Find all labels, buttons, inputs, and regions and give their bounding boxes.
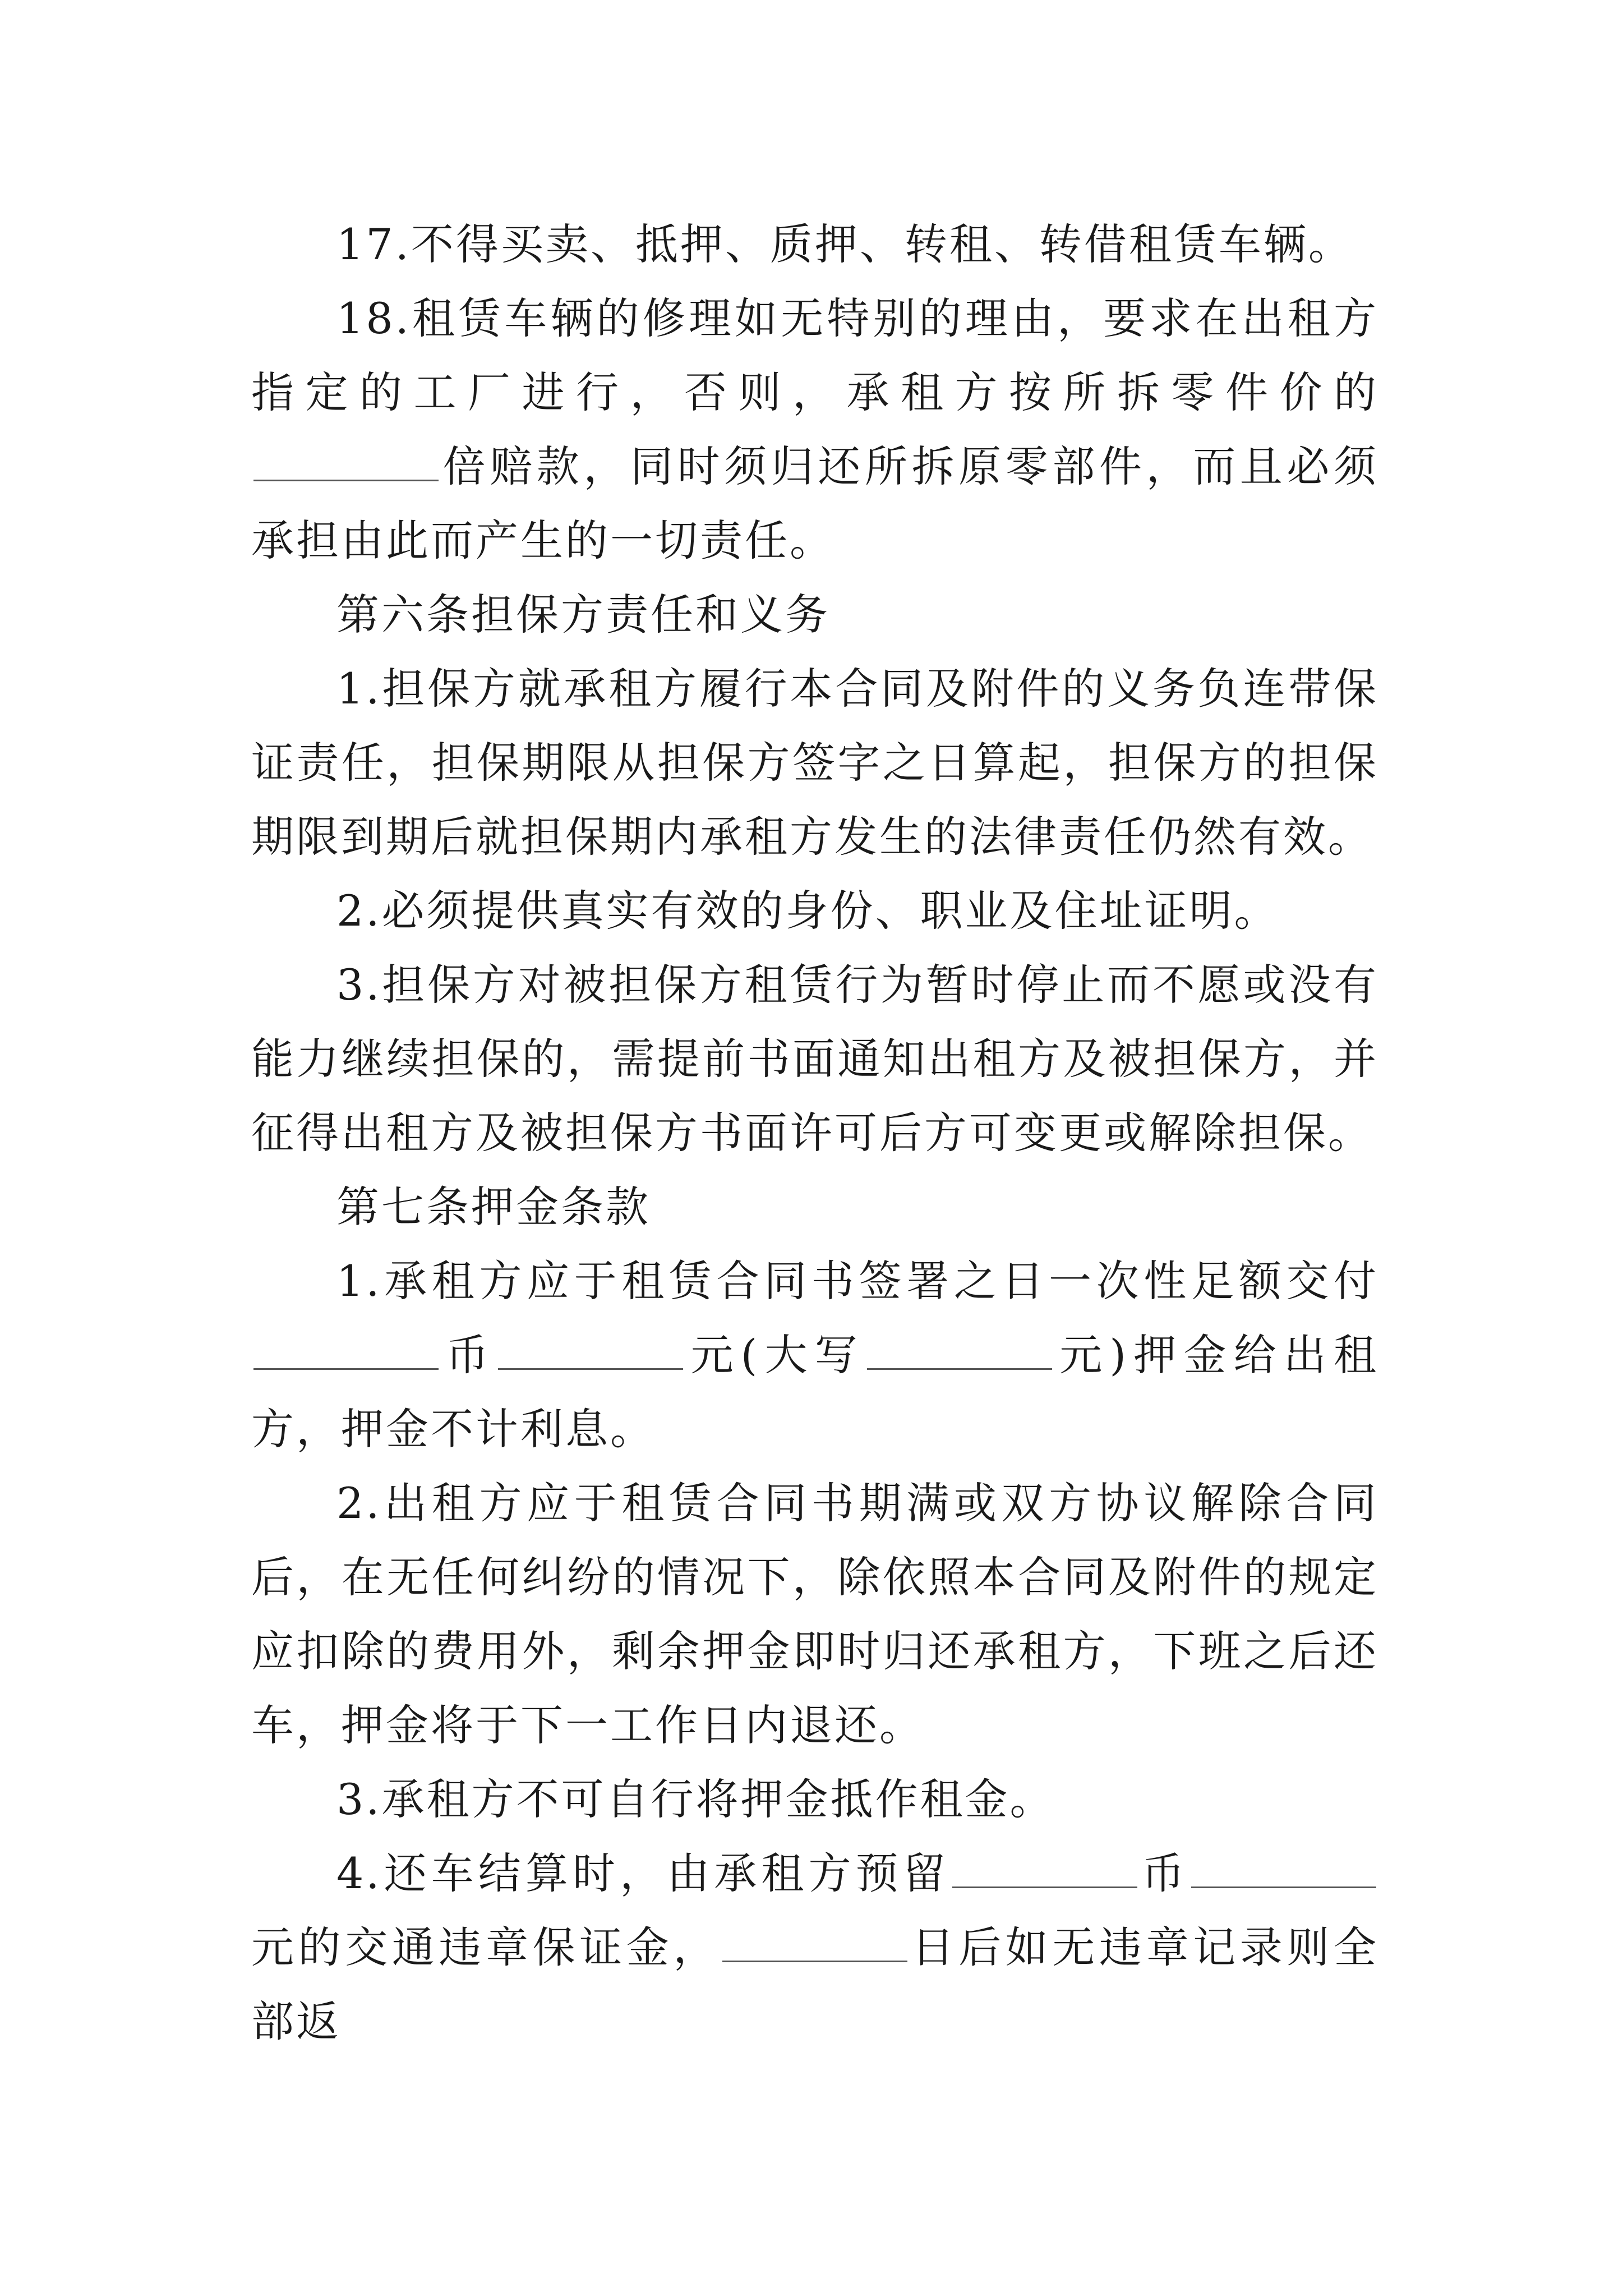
clause-text: 1.承租方应于租赁合同书签署之日一次性足额交付 [336,1256,1378,1306]
clause-text: 币 [1139,1848,1189,1898]
clause-6-2 [251,874,1378,948]
clause-7-4 [251,1837,1378,2059]
clause-text: 币 [441,1330,496,1380]
clause-text: 倍赔款，同时须归还所拆原零部件，而且必须承担由此而产生的一切责任。 [251,441,1378,565]
clause-text: 元(大写 [685,1330,865,1380]
clause-7-1 [251,1244,1378,1466]
clause-text: 3.承租方不可自行将押金抵作租金。 [336,1774,1055,1824]
section-heading-6 [251,578,1378,652]
clause-text: 18.租赁车辆的修理如无特别的理由，要求在出租方指定的工厂进行，否则，承租方按所拆零件价的 [251,293,1378,417]
clause-6-1 [251,652,1378,874]
clause-text: 4.还车结算时，由承租方预留 [336,1848,950,1898]
clause-7-3 [251,1763,1378,1837]
fill-in-blank [253,441,439,481]
fill-in-blank [253,1330,439,1370]
clause-17 [251,208,1378,282]
clause-text: 元)押金给出租方，押金不计利息。 [251,1330,1379,1454]
clause-text: 2.必须提供真实有效的身份、职业及住址证明。 [336,886,1279,936]
clause-text: 日后如无违章记录则全部返 [251,1922,1378,2046]
section-title: 第七条押金条款 [336,1182,651,1232]
document-body [251,208,1378,2059]
section-title: 第六条担保方责任和义务 [336,590,830,639]
clause-7-2 [251,1466,1378,1763]
clause-text: 元的交通违章保证金， [251,1922,720,1972]
clause-6-3 [251,948,1378,1170]
clause-text: 17.不得买卖、抵押、质押、转租、转借租赁车辆。 [336,219,1353,269]
fill-in-blank [867,1330,1052,1370]
clause-text: 2.出租方应于租赁合同书期满或双方协议解除合同后，在无任何纠纷的情况下，除依照本合同及附件的规定应扣除的费用外，剩余押金即时归还承租方，下班之后还车，押金将于下一工作日内退还。 [251,1478,1378,1750]
clause-18 [251,282,1378,578]
fill-in-blank [952,1848,1137,1888]
fill-in-blank [1191,1848,1376,1888]
clause-text: 3.担保方对被担保方租赁行为暂时停止而不愿或没有能力继续担保的，需提前书面通知出租方及被担保方，并征得出租方及被担保方书面许可后方可变更或解除担保。 [251,960,1378,1158]
section-heading-7 [251,1170,1378,1244]
fill-in-blank [498,1330,683,1370]
fill-in-blank [722,1922,907,1962]
clause-text: 1.担保方就承租方履行本合同及附件的义务负连带保证责任，担保期限从担保方签字之日算起，担保方的担保期限到期后就担保期内承租方发生的法律责任仍然有效。 [251,664,1378,862]
